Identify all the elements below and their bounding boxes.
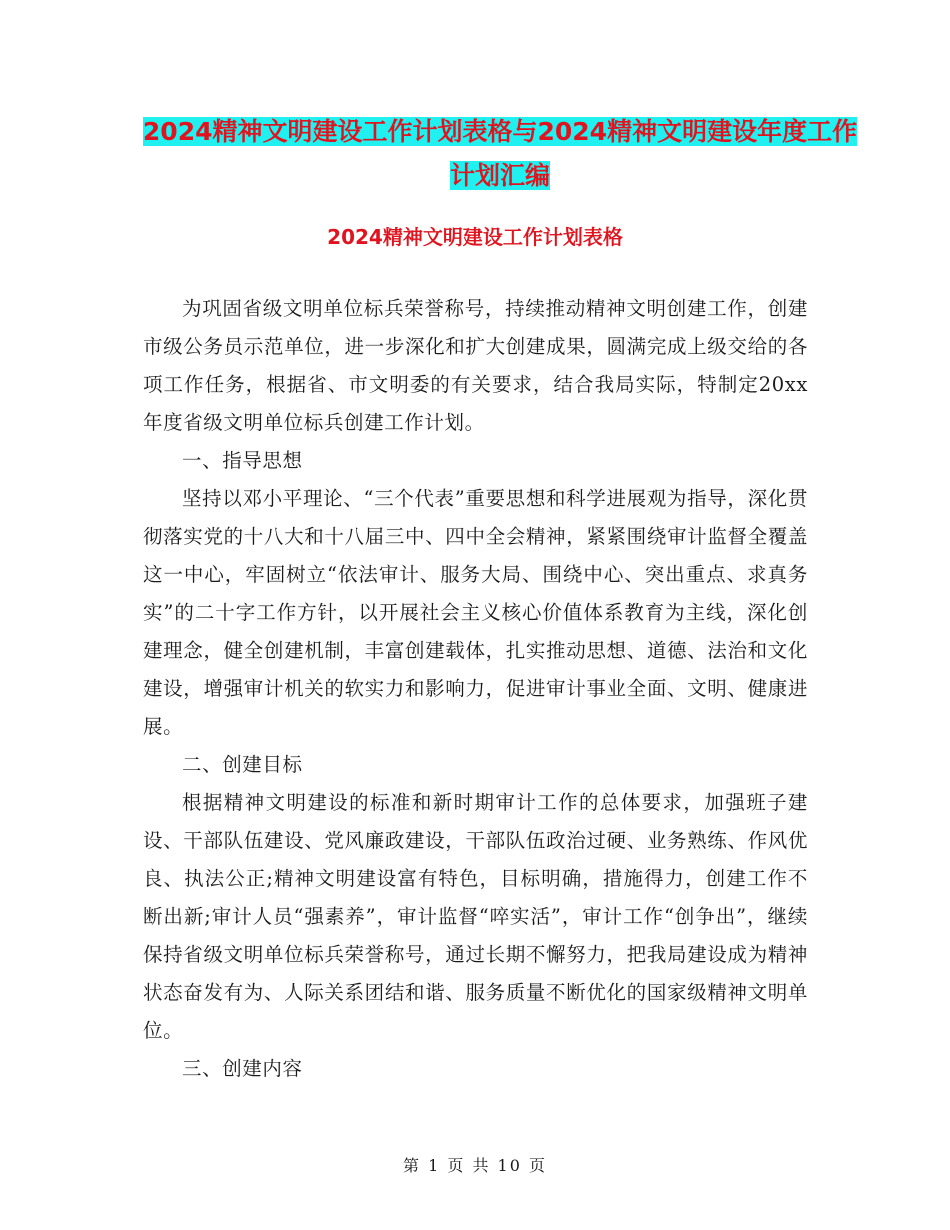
document-title-text: 2024精神文明建设工作计划表格与2024精神文明建设年度工作计划汇编 <box>142 117 858 190</box>
guiding-ideology-paragraph: 坚持以邓小平理论、“三个代表”重要思想和科学进展观为指导，深化贯彻落实党的十八大和十八届三中、四中全会精神，紧紧围绕审计监督全覆盖这一中心，牢固树立“依法审计、服务大局、围绕中心、突出重点、求真务实”的二十字工作方针，以开展社会主义核心价值体系教育为主线，深化创建理念，健全创建机制，丰富创建载体，扎实推动思想、道德、法治和文化建设，增强审计机关的软实力和影响力，促进审计事业全面、文明、健康进展。 <box>143 487 808 738</box>
document-title <box>140 110 860 198</box>
goals-paragraph: 根据精神文明建设的标准和新时期审计工作的总体要求，加强班子建设、干部队伍建设、党风廉政建设，干部队伍政治过硬、业务熟练、作风优良、执法公正;精神文明建设富有特色，目标明确，措施得力，创建工作不断出新;审计人员“强素养”，审计监督“啐实活”，审计工作“创争出”，继续保持省级文明单位标兵荣誉称号，通过长期不懈努力，把我局建设成为精神状态奋发有为、人际关系团结和谐、服务质量不断优化的国家级精神文明单位。 <box>143 791 808 1042</box>
section-title: 2024精神文明建设工作计划表格 <box>327 225 623 249</box>
heading-goals: 二、创建目标 <box>182 753 303 776</box>
intro-paragraph: 为巩固省级文明单位标兵荣誉称号，持续推动精神文明创建工作，创建市级公务员示范单位，进一步深化和扩大创建成果，圆满完成上级交给的各项工作任务，根据省、市文明委的有关要求，结合我局实际，特制定20xx年度省级文明单位标兵创建工作计划。 <box>143 297 808 434</box>
heading-content: 三、创建内容 <box>182 1057 303 1080</box>
heading-guiding-ideology: 一、指导思想 <box>182 449 303 472</box>
document-body <box>143 290 808 1088</box>
page-footer: 第 1 页 共 10 页 <box>403 1156 547 1175</box>
